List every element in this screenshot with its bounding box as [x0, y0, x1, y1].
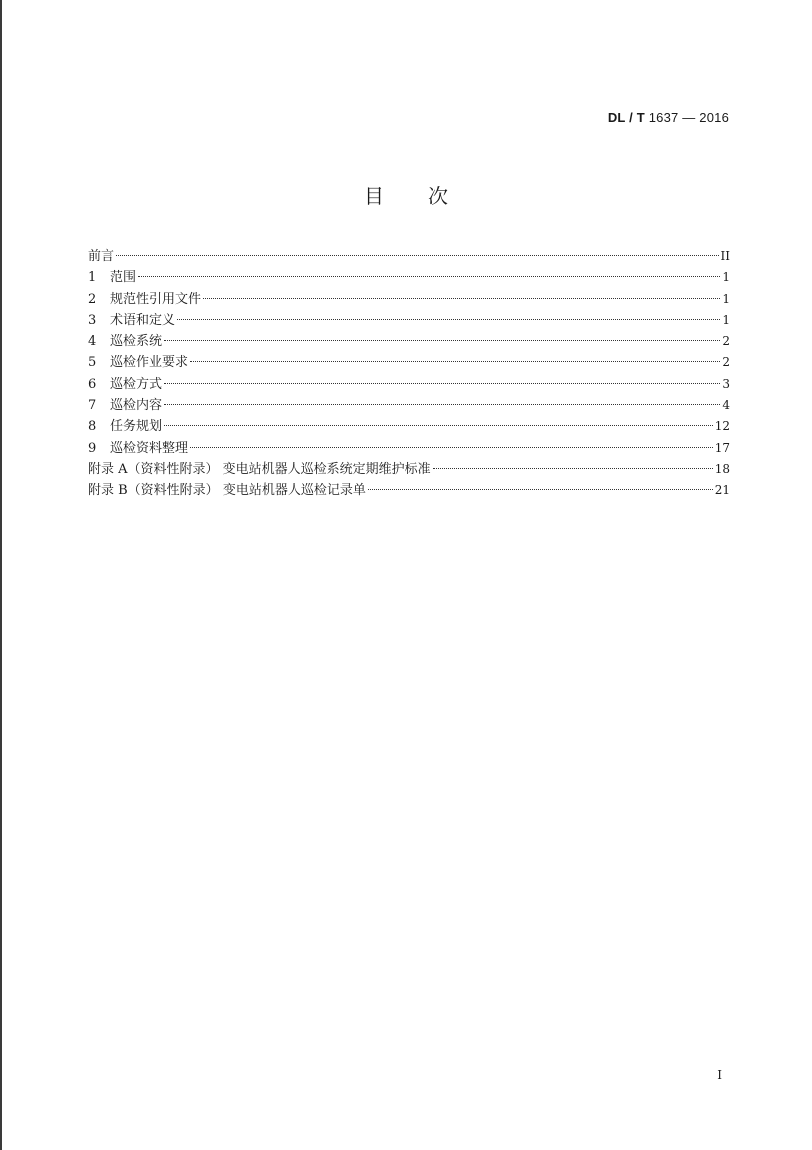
- toc-entry-title: 任务规划: [110, 419, 163, 435]
- toc-entry-number: 5: [88, 355, 97, 371]
- page-number: I: [717, 1068, 722, 1082]
- toc-entry-number: 4: [88, 334, 97, 350]
- page-left-border: [0, 0, 2, 1150]
- toc-entry-number: 8: [88, 419, 97, 435]
- toc-entry-page: 1: [722, 312, 730, 327]
- toc-entry-page: 21: [714, 483, 730, 498]
- standard-code-prefix: DL / T: [607, 110, 645, 125]
- toc-leader-dots: [368, 489, 713, 490]
- standard-code-number: 1637 — 2016: [648, 110, 729, 125]
- toc-leader-dots: [177, 319, 720, 320]
- toc-entry-page: 3: [722, 376, 730, 391]
- toc-entry-title: 规范性引用文件: [110, 291, 202, 307]
- toc-entry-6[interactable]: [88, 374, 730, 395]
- toc-entry-page: 4: [722, 398, 730, 413]
- toc-entry-number: 2: [88, 291, 97, 307]
- toc-entry-number: 6: [88, 376, 97, 392]
- toc-entry-appendix-a[interactable]: [88, 459, 730, 480]
- toc-entry-title: 巡检内容: [110, 398, 163, 414]
- toc-leader-dots: [190, 361, 720, 362]
- toc-entry-9[interactable]: [88, 438, 730, 459]
- toc-entry-title: 附录 A（资料性附录） 变电站机器人巡检系统定期维护标准: [88, 461, 431, 477]
- toc-entry-8[interactable]: [88, 416, 730, 437]
- standard-code: [608, 110, 729, 125]
- table-of-contents: [88, 246, 730, 502]
- toc-entry-2[interactable]: [88, 289, 730, 310]
- toc-entry-title: 前言: [88, 249, 115, 264]
- toc-leader-dots: [164, 340, 720, 341]
- toc-leader-dots: [433, 468, 713, 469]
- toc-entry-page: II: [720, 249, 730, 263]
- title-char-1: 目: [364, 184, 384, 208]
- toc-entry-4[interactable]: [88, 331, 730, 352]
- toc-entry-page: 1: [722, 270, 730, 285]
- toc-leader-dots: [164, 425, 713, 426]
- toc-entry-3[interactable]: [88, 310, 730, 331]
- toc-entry-preface[interactable]: [88, 246, 730, 267]
- toc-entry-number: 9: [88, 440, 97, 456]
- toc-leader-dots: [116, 255, 719, 256]
- toc-entry-title: 巡检方式: [110, 376, 163, 392]
- toc-entry-title: 巡检资料整理: [110, 440, 189, 456]
- toc-entry-5[interactable]: [88, 352, 730, 373]
- toc-entry-title: 巡检系统: [110, 334, 163, 350]
- toc-entry-number: 3: [88, 312, 97, 328]
- toc-entry-title: 范围: [110, 270, 137, 286]
- toc-leader-dots: [138, 276, 720, 277]
- toc-leader-dots: [164, 383, 720, 384]
- toc-entry-title: 术语和定义: [110, 312, 176, 328]
- toc-entry-page: 17: [714, 440, 730, 455]
- toc-entry-page: 2: [722, 355, 730, 370]
- toc-entry-page: 2: [722, 334, 730, 349]
- toc-entry-1[interactable]: [88, 267, 730, 288]
- toc-entry-title: 附录 B（资料性附录） 变电站机器人巡检记录单: [88, 483, 366, 499]
- title-char-2: 次: [428, 184, 448, 208]
- toc-leader-dots: [190, 447, 713, 448]
- toc-entry-number: 7: [88, 398, 97, 414]
- toc-entry-page: 12: [714, 419, 730, 434]
- toc-entry-number: 1: [88, 270, 97, 286]
- toc-entry-title: 巡检作业要求: [110, 355, 189, 371]
- toc-entry-7[interactable]: [88, 395, 730, 416]
- toc-entry-page: 1: [722, 291, 730, 306]
- page-title: [0, 180, 812, 209]
- toc-leader-dots: [203, 298, 720, 299]
- toc-entry-appendix-b[interactable]: [88, 480, 730, 501]
- toc-entry-page: 18: [714, 461, 730, 476]
- toc-leader-dots: [164, 404, 720, 405]
